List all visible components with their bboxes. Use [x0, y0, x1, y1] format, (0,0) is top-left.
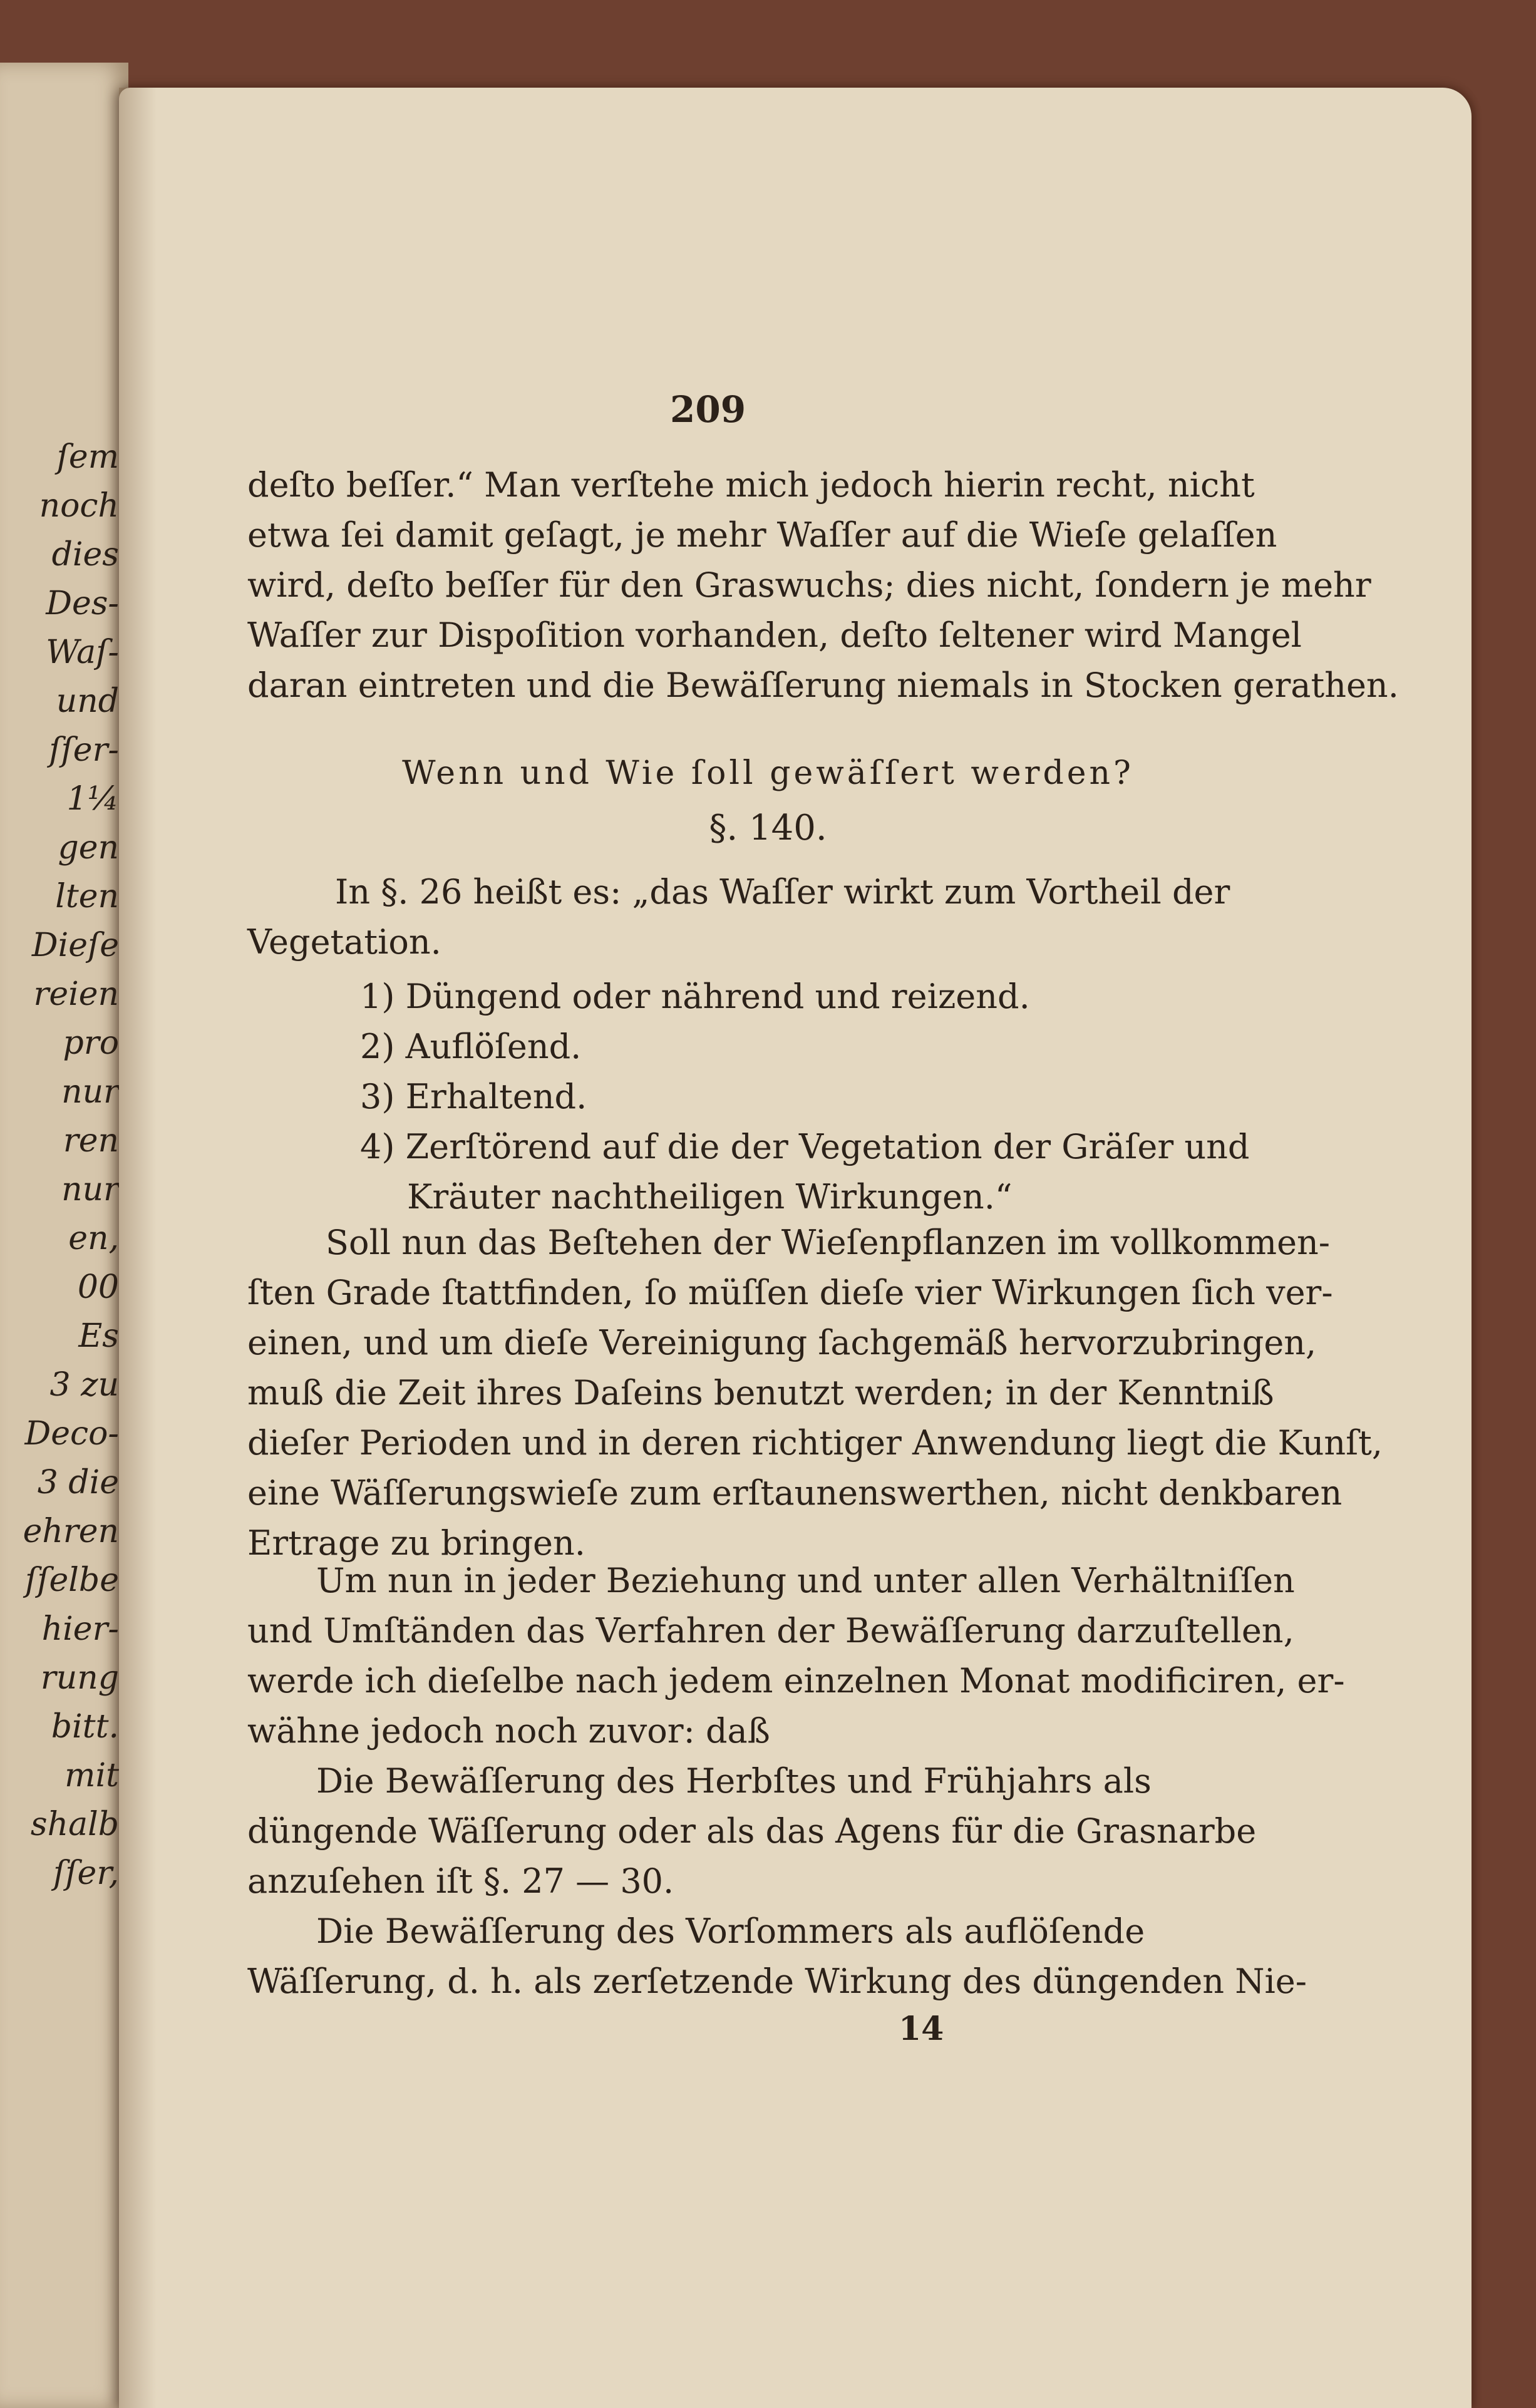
list-item: 2) Auflöſend. [360, 1027, 582, 1066]
margin-fragment: Es [78, 1317, 119, 1355]
text-line: Wäſſerung, d. h. als zerſetzende Wirkung des düngenden Nie- [247, 1962, 1307, 2001]
margin-fragment: Deco- [24, 1415, 119, 1453]
margin-fragment: bitt. [51, 1708, 119, 1746]
text-line: düngende Wäſſerung oder als das Agens für die Grasnarbe [247, 1811, 1257, 1851]
list-item: 1) Düngend oder nährend und reizend. [360, 977, 1030, 1016]
margin-fragment: reien [33, 975, 119, 1013]
text-line: Die Bewäſſerung des Vorſommers als auflöſende [316, 1911, 1145, 1951]
margin-fragment: ſſelbe [25, 1562, 119, 1599]
margin-fragment: ſſer- [49, 731, 119, 769]
text-line: eine Wäſſerungswieſe zum erſtaunenswerthen, nicht denkbaren [247, 1473, 1343, 1513]
text-line: deſto beſſer.“ Man verſtehe mich jedoch hierin recht, nicht [247, 465, 1255, 505]
margin-fragment: rung [40, 1659, 119, 1697]
text-line: und Umſtänden das Verfahren der Bewäſſerung darzuſtellen, [247, 1611, 1294, 1650]
text-line: etwa ſei damit geſagt, je mehr Waſſer auf die Wieſe gelaſſen [247, 515, 1277, 555]
list-item: 3) Erhaltend. [360, 1077, 587, 1116]
margin-fragment: hier- [41, 1610, 119, 1648]
page-number: 209 [670, 388, 746, 431]
list-item: 4) Zerſtörend auf die der Vegetation der Gräſer und [360, 1127, 1250, 1166]
page-gutter [119, 88, 157, 2408]
margin-fragment: Waſ- [46, 634, 119, 671]
margin-fragment: lten [55, 878, 119, 915]
text-line: anzuſehen iſt §. 27 — 30. [247, 1861, 674, 1901]
margin-fragment: dies [51, 536, 119, 574]
margin-fragment: ren [63, 1122, 119, 1160]
margin-fragment: ſſer, [53, 1855, 119, 1892]
margin-fragment: nur [61, 1073, 119, 1111]
margin-fragment: en, [68, 1220, 119, 1257]
margin-fragment: shalb [30, 1806, 119, 1843]
margin-fragment: noch [39, 487, 119, 525]
text-line: dieſer Perioden und in deren richtiger Anwendung liegt die Kunſt, [247, 1423, 1383, 1463]
margin-fragment: Dieſe [31, 927, 119, 964]
margin-fragment: pro [63, 1024, 119, 1062]
margin-fragment: ehren [23, 1513, 119, 1550]
section-heading: Wenn und Wie ſoll gewäſſert werden? [402, 754, 1134, 792]
text-line: Waſſer zur Dispoſition vorhanden, deſto ſeltener wird Mangel [247, 615, 1302, 655]
text-line: Um nun in jeder Beziehung und unter allen Verhältniſſen [316, 1561, 1295, 1600]
margin-fragment: nur [61, 1171, 119, 1208]
text-line: muß die Zeit ihres Daſeins benutzt werden; in der Kenntniß [247, 1373, 1274, 1412]
text-line: einen, und um dieſe Vereinigung ſachgemäß hervorzubringen, [247, 1323, 1317, 1362]
text-line: Vegetation. [247, 922, 441, 962]
margin-fragment: 00 [77, 1268, 119, 1306]
text-line: Soll nun das Beſtehen der Wieſenpflanzen im vollkommen- [326, 1223, 1331, 1262]
text-line: wird, deſto beſſer für den Graswuchs; dies nicht, ſondern je mehr [247, 565, 1371, 605]
text-line: werde ich dieſelbe nach jedem einzelnen Monat modificiren, er- [247, 1661, 1345, 1701]
section-number: §. 140. [709, 808, 827, 848]
margin-fragment: 3 zu [49, 1366, 119, 1404]
text-line: Ertrage zu bringen. [247, 1523, 585, 1563]
text-line: ſten Grade ſtattfinden, ſo müſſen dieſe vier Wirkungen ſich ver- [247, 1273, 1333, 1312]
margin-fragment: ſem [56, 438, 119, 476]
margin-fragment: gen [58, 829, 119, 867]
margin-fragment: 1¼ [66, 780, 119, 818]
margin-fragment: mit [64, 1757, 119, 1794]
text-line: In §. 26 heißt es: „das Waſſer wirkt zum Vortheil der [335, 872, 1230, 912]
margin-fragment: 3 die [37, 1464, 119, 1501]
text-line: wähne jedoch noch zuvor: daß [247, 1711, 770, 1751]
signature-mark: 14 [899, 2010, 944, 2048]
text-line: Die Bewäſſerung des Herbſtes und Frühjahrs als [316, 1761, 1152, 1801]
text-line: daran eintreten und die Bewäſſerung niemals in Stocken gerathen. [247, 666, 1399, 705]
margin-fragment: Des- [46, 585, 119, 622]
margin-fragment: und [56, 682, 119, 720]
list-item: Kräuter nachtheiligen Wirkungen.“ [407, 1177, 1013, 1217]
